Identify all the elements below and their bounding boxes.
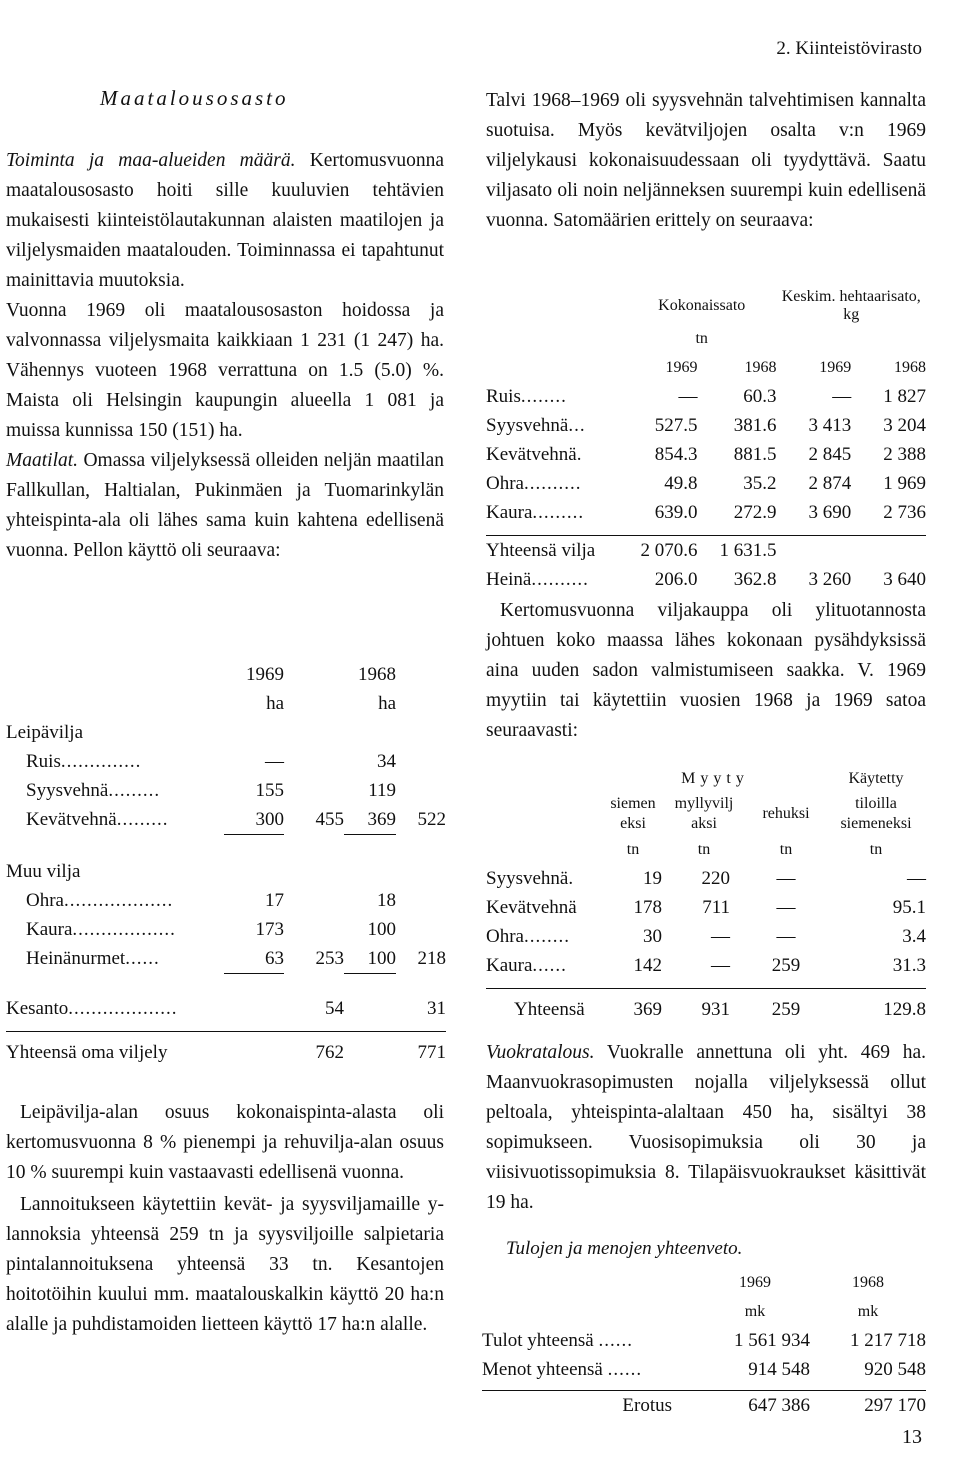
cell [396, 747, 446, 776]
cell: 881.5 [733, 443, 777, 465]
cell: 3 690 [808, 501, 852, 523]
row-label: Syysvehnä [486, 414, 569, 436]
cell: — [678, 385, 698, 407]
cell: 119 [368, 779, 396, 801]
cell: 17 [265, 889, 284, 911]
column-unit: tn [869, 840, 883, 858]
cell: 647 386 [748, 1394, 810, 1416]
cell: 54 [325, 997, 344, 1019]
cell: 259 [771, 998, 801, 1020]
table-total-row [482, 1391, 926, 1421]
cell: 63 [224, 944, 284, 974]
column-unit: ha [266, 692, 284, 714]
row-label: Kevätvehnä [26, 808, 117, 830]
group-label: Muu vilja [6, 860, 81, 882]
cell: 931 [701, 998, 730, 1020]
cell: — [776, 925, 796, 947]
table-total-row [486, 995, 926, 1024]
running-header: 2. Kiinteistövirasto [776, 38, 922, 59]
cell: 1 969 [883, 472, 926, 494]
cell: — [832, 385, 852, 407]
paragraph-text: Kertomusvuonna maatalousosasto hoiti sille kuuluvien tehtävien mukaisesti kiinteistölautakunnan alaisten maatilojen ja viljelysmaiden maatalouden. Toiminnassa ei tapahtunut mainittavia muutoksia. [6, 150, 445, 291]
cell: 711 [702, 896, 730, 918]
cell: 3 413 [808, 414, 852, 436]
cell: 762 [315, 1041, 344, 1063]
column-unit: tn [695, 329, 708, 347]
table-row [6, 805, 446, 835]
column-unit: tn [697, 840, 711, 858]
left-bottom-text [6, 1098, 444, 1340]
cell: 218 [417, 947, 446, 969]
cell [284, 915, 344, 944]
right-intro-text [486, 86, 926, 236]
column-unit: mk [744, 1302, 766, 1320]
leader-dots: ......... [532, 501, 585, 523]
table-row [486, 382, 926, 411]
cell: 369 [344, 805, 396, 835]
cell: 49.8 [664, 472, 698, 494]
row-label: Menot yhteensä [482, 1358, 603, 1380]
table-row [486, 951, 926, 980]
column-header: 1968 [358, 663, 396, 685]
cell: 2 845 [808, 443, 852, 465]
cell: 142 [633, 954, 662, 976]
leader-dots: .......... [523, 472, 582, 494]
column-header: siemeneksi [610, 795, 656, 832]
cell: 1 561 934 [734, 1329, 810, 1351]
right-lease-text [486, 1038, 926, 1218]
cell: 31.3 [892, 954, 926, 976]
cell: 300 [224, 805, 284, 835]
leader-dots: . [568, 867, 575, 889]
row-label: Kevätvehnä [486, 896, 577, 918]
table-row [486, 893, 926, 922]
row-label: Syysvehnä [26, 779, 109, 801]
cell: 1 827 [883, 385, 926, 407]
cell: 1 217 718 [850, 1329, 926, 1351]
cell: 19 [643, 867, 662, 889]
row-label: Kaura [486, 954, 533, 976]
cell: 129.8 [883, 998, 926, 1020]
cell: 1 631.5 [719, 539, 777, 561]
table-header-row [6, 660, 446, 689]
row-label: Ruis [486, 385, 521, 407]
leader-dots: ...... [125, 947, 160, 969]
income-summary-table [482, 1268, 926, 1420]
row-label: Yhteensä [514, 998, 585, 1020]
cell: 220 [701, 867, 730, 889]
row-label: Heinänurmet [26, 947, 126, 969]
cell: 2 070.6 [640, 539, 698, 561]
cell: — [776, 896, 796, 918]
row-label: Ohra [486, 472, 524, 494]
column-header: rehuksi [762, 805, 810, 822]
column-header: 1969 [665, 358, 698, 376]
cell: 259 [771, 954, 801, 976]
paragraph-text: Vuonna 1969 oli maatalousosaston hoidossa ja valvonnassa viljelysmaita kaikkiaan 1 231 (1 247) ha. Vähennys vuoteen 1968 verrattuna on 1.5 (5.0) %. Maista oli Helsingin kaupungin alueella 1 081 ja muissa kunnissa 150 (151) ha. [6, 300, 444, 441]
cell: 639.0 [654, 501, 698, 523]
cell: 2 874 [808, 472, 852, 494]
cell: 173 [255, 918, 284, 940]
row-label: Kevätvehnä [486, 443, 577, 465]
row-label: Kaura [26, 918, 73, 940]
cell: 362.8 [733, 568, 777, 590]
row-label: Kaura [486, 501, 533, 523]
cell: — [711, 925, 730, 947]
leader-dots: ...... [607, 1358, 643, 1380]
leader-dots: ......... [116, 808, 169, 830]
cell: 3.4 [902, 925, 926, 947]
column-unit: mk [857, 1302, 879, 1320]
paragraph-text: Omassa viljelyksessä olleiden neljän maatilan Fallkullan, Haltialan, Pukinmäen ja Tuomarinkylän yhteispinta-ala oli lähes sama kuin kahtena edellisenä vuonna. Pellon käyttö oli seuraava: [6, 450, 444, 561]
group-label: Leipävilja [6, 721, 84, 743]
column-header: Kokonaissato [658, 297, 746, 314]
row-label: Kesanto [6, 997, 69, 1019]
cell [284, 886, 344, 915]
row-label: Yhteensä oma viljely [6, 1041, 168, 1063]
cell: 253 [315, 947, 344, 969]
table-row [486, 498, 926, 527]
paragraph-text: Talvi 1968–1969 oli syysvehnän talvehtimisen kannalta suotuisa. Myös kevätviljojen osalta v:n 1969 viljelykausi kokonaisuudessaan oli tyydyttävä. Saatu viljasato oli noin neljänneksen suurempi kuin edellisenä vuonna. Satomäärien erittely on seuraava: [486, 90, 926, 231]
cell: 854.3 [654, 443, 698, 465]
table-row [486, 922, 926, 951]
summary-title: Tulojen ja menojen yhteenveto. [506, 1238, 743, 1259]
paragraph-text: Kertomusvuonna viljakauppa oli ylituotannosta johtuen koko maassa lähes kokonaan pysähdyksissä aina uuden sadon valmistumiseen saakka. V. 1969 myytiin tai käytettiin vuosien 1968 ja 1969 satoa seuraavasti: [486, 600, 926, 741]
paragraph-label: Toiminta ja maa-alueiden määrä. [6, 150, 296, 171]
cell: — [907, 867, 926, 889]
cell: 95.1 [892, 896, 926, 918]
grain-use-table [486, 764, 926, 1024]
cell [284, 747, 344, 776]
table-row [486, 440, 926, 469]
cell: 18 [377, 889, 396, 911]
cell: 369 [633, 998, 662, 1020]
cell: 3 260 [808, 568, 852, 590]
yield-table [486, 288, 926, 594]
column-header: myllyviljaksi [674, 795, 734, 832]
cell: 527.5 [654, 414, 698, 436]
table-row [482, 1326, 926, 1355]
cell: 178 [633, 896, 662, 918]
column-header: 1968 [744, 358, 777, 376]
right-mid-text [486, 596, 926, 746]
table-total-row [6, 1038, 446, 1067]
cell: 3 640 [883, 568, 926, 590]
cell: — [776, 867, 796, 889]
table-row [486, 565, 926, 594]
table-row [486, 469, 926, 498]
table-row [6, 776, 446, 805]
cell: 34 [377, 750, 396, 772]
cell: 30 [643, 925, 662, 947]
leader-dots: ................... [63, 889, 174, 911]
cell: 455 [315, 808, 344, 830]
column-header: 1969 [246, 663, 284, 685]
column-unit: tn [779, 840, 793, 858]
leader-dots: ... [568, 414, 586, 436]
column-header: 1969 [819, 358, 852, 376]
table-row [486, 411, 926, 440]
column-unit: tn [626, 840, 640, 858]
table-row [486, 864, 926, 893]
row-label: Tulot yhteensä [482, 1329, 594, 1351]
cell: 522 [417, 808, 446, 830]
cell [396, 776, 446, 805]
cell: 31 [427, 997, 446, 1019]
row-label: Ruis [26, 750, 61, 772]
table-row [6, 994, 446, 1023]
leader-dots: .................. [72, 918, 176, 940]
leader-dots: ......... [108, 779, 161, 801]
table-total-row [486, 536, 926, 566]
paragraph-label: Maatilat. [6, 450, 79, 471]
cell: 297 170 [864, 1394, 926, 1416]
cell [396, 915, 446, 944]
paragraph-text: Leipävilja-alan osuus kokonaispinta-alasta oli kertomusvuonna 8 % pienempi ja rehuvilja-alan osuus 10 % suurempi kuin vastaavasti edellisenä vuonna. [6, 1102, 444, 1183]
table-row [6, 944, 446, 974]
leader-dots: ................... [68, 997, 178, 1019]
cell: — [265, 750, 284, 772]
column-header: 1968 [852, 1273, 884, 1291]
cell: 771 [417, 1041, 446, 1063]
row-label: Syysvehnä [486, 867, 569, 889]
cell: 3 204 [883, 414, 926, 436]
row-label: Yhteensä vilja [486, 539, 596, 561]
column-header: 1968 [894, 358, 926, 376]
cell [396, 886, 446, 915]
cell: 2 388 [883, 443, 926, 465]
leader-dots: ...... [598, 1329, 633, 1351]
table-row [482, 1355, 926, 1384]
table-header-row [6, 689, 446, 718]
cell: 206.0 [654, 568, 698, 590]
cell: 2 736 [883, 501, 926, 523]
leader-dots: .......... [531, 568, 589, 590]
leader-dots: ........ [523, 925, 570, 947]
table-row [6, 915, 446, 944]
leader-dots: ...... [532, 954, 567, 976]
paragraph-text: Vuokralle annettuna oli yht. 469 ha. Maanvuokrasopimusten nojalla viljelyksessä ollut peltoala, yhteispinta-alaltaan 450 ha, sisältyi 38 sopimukseen. Vuosisopimuksia oli 30 ja viisivuotissopimuksia 8. Tilapäisvuokraukset käsittivät 19 ha. [486, 1042, 926, 1213]
row-label: Erotus [622, 1394, 672, 1416]
cell: 60.3 [743, 385, 777, 407]
paragraph-text: Lannoitukseen käytettiin kevät- ja syysviljamaille y-lannoksia yhteensä 259 tn ja syysviljoille salpietaria pintalannoituksena yhteensä 33 tn. Kesantojen hoitotöihin kuului mm. maatalouskalkin käyttö 20 ha:n alalle ja puhdistamoiden lietteen käyttö 17 ha:n alalle. [6, 1194, 444, 1335]
cell: — [711, 954, 730, 976]
column-unit: ha [378, 692, 396, 714]
section-title: Maatalousosasto [100, 86, 289, 110]
row-label: Ohra [26, 889, 64, 911]
cell: 914 548 [748, 1358, 810, 1380]
leader-dots: . [576, 443, 583, 465]
cell: 155 [255, 779, 284, 801]
leader-dots: ........ [520, 385, 567, 407]
field-usage-table [6, 660, 446, 1067]
row-label: Heinä [486, 568, 532, 590]
row-label: Ohra [486, 925, 524, 947]
column-header: Käytetty [848, 769, 904, 787]
cell [284, 776, 344, 805]
column-header: 1969 [739, 1273, 771, 1291]
left-intro-text [6, 146, 444, 566]
leader-dots: .............. [60, 750, 142, 772]
page-number: 13 [902, 1426, 922, 1448]
paragraph-label: Vuokratalous. [486, 1042, 595, 1063]
cell: 920 548 [864, 1358, 926, 1380]
column-header: Myyty [681, 769, 749, 787]
cell: 272.9 [733, 501, 777, 523]
cell: 381.6 [733, 414, 777, 436]
cell: 35.2 [743, 472, 777, 494]
column-header: tiloilla siemeneksi [840, 795, 912, 832]
column-header: Keskim. hehtaarisato, kg [781, 288, 921, 323]
table-row [6, 886, 446, 915]
table-row [6, 747, 446, 776]
cell: 100 [367, 918, 396, 940]
cell: 100 [344, 944, 396, 974]
